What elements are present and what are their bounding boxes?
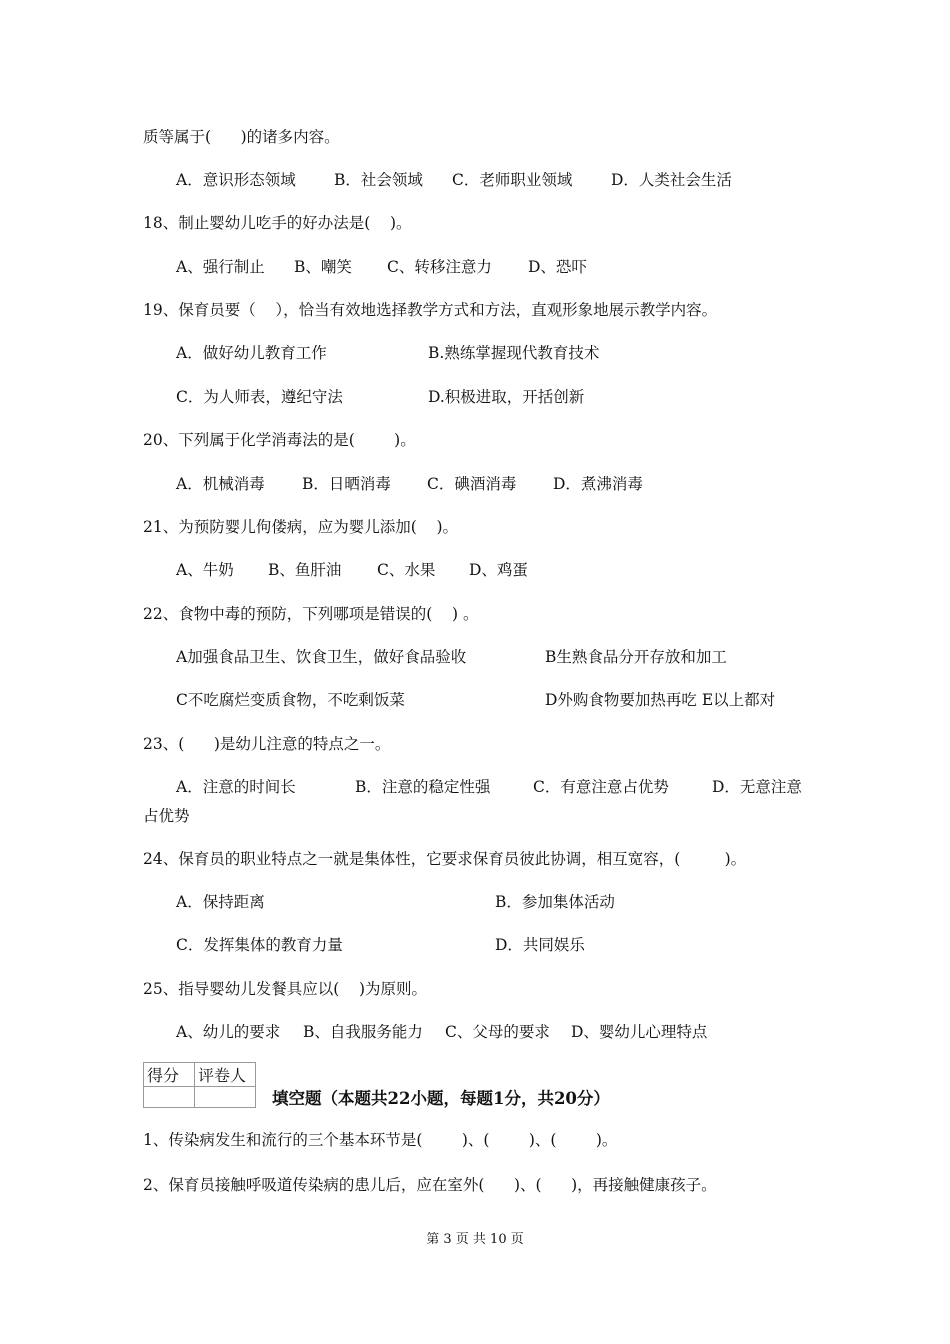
question-stem: 19、保育员要（ ），恰当有效地选择教学方式和方法，直观形象地展示教学内容。: [143, 301, 718, 319]
question-stem: 18、制止婴幼儿吃手的好办法是( )。: [143, 214, 412, 232]
option-a: A．意识形态领域: [176, 171, 296, 189]
option-d: D、恐吓: [528, 258, 587, 276]
section-title: 填空题（本题共22小题，每题1分，共20分）: [272, 1089, 610, 1108]
question-stem: 20、下列属于化学消毒法的是( )。: [143, 431, 416, 449]
option-b: B．注意的稳定性强: [355, 778, 491, 796]
score-label: 得分: [144, 1063, 195, 1087]
option-c: C不吃腐烂变质食物，不吃剩饭菜: [176, 691, 405, 709]
option-d: D．煮沸消毒: [553, 475, 643, 493]
option-a: A、牛奶: [176, 561, 234, 579]
option-d: D、鸡蛋: [469, 561, 528, 579]
option-c: C、父母的要求: [445, 1023, 550, 1041]
option-c: C．碘酒消毒: [427, 475, 517, 493]
score-box: [143, 1062, 256, 1108]
option-c: C、转移注意力: [387, 258, 492, 276]
option-d: D．人类社会生活: [611, 171, 732, 189]
option-c: C．老师职业领域: [452, 171, 573, 189]
option-d: D、婴幼儿心理特点: [571, 1023, 708, 1041]
score-cell: [144, 1087, 195, 1108]
option-a: A．保持距离: [176, 893, 265, 911]
option-a: A加强食品卫生、饮食卫生，做好食品验收: [176, 648, 467, 666]
question-stem: 25、指导婴幼儿发餐具应以( )为原则。: [143, 980, 428, 998]
option-b: B、鱼肝油: [268, 561, 342, 579]
option-a: A．注意的时间长: [176, 778, 296, 796]
option-b: B生熟食品分开存放和加工: [545, 648, 727, 666]
question-stem: 22、食物中毒的预防，下列哪项是错误的( ) 。: [143, 605, 479, 623]
option-c: C．为人师表，遵纪守法: [176, 388, 343, 406]
option-a: A、强行制止: [176, 258, 265, 276]
fill-question: 2、保育员接触呼吸道传染病的患儿后，应在室外( )、( )，再接触健康孩子。: [143, 1176, 717, 1194]
option-b: B、嘲笑: [294, 258, 352, 276]
question-stem: 21、为预防婴儿佝偻病，应为婴儿添加( )。: [143, 518, 459, 536]
option-b: B.熟练掌握现代教育技术: [428, 344, 600, 362]
grader-label: 评卷人: [195, 1063, 256, 1087]
option-a: A．做好幼儿教育工作: [176, 344, 327, 362]
option-d: D.积极进取，开括创新: [428, 388, 585, 406]
option-a: A、幼儿的要求: [176, 1023, 281, 1041]
fill-question: 1、传染病发生和流行的三个基本环节是( )、( )、( )。: [143, 1131, 618, 1149]
option-b: B、自我服务能力: [303, 1023, 423, 1041]
option-c: C．发挥集体的教育力量: [176, 936, 343, 954]
option-d: D．无意注意: [712, 778, 802, 796]
option-c: C．有意注意占优势: [533, 778, 669, 796]
question-stem: 23、( )是幼儿注意的特点之一。: [143, 735, 391, 753]
option-b: B．社会领域: [334, 171, 423, 189]
option-c: C、水果: [377, 561, 436, 579]
option-d: D外购食物要加热再吃 E以上都对: [545, 691, 776, 709]
option-d: D．共同娱乐: [495, 936, 585, 954]
grader-cell: [195, 1087, 256, 1108]
option-b: B．参加集体活动: [495, 893, 615, 911]
question-stem: 质等属于( )的诸多内容。: [143, 128, 340, 146]
question-stem: 24、保育员的职业特点之一就是集体性，它要求保育员彼此协调，相互宽容，( )。: [143, 850, 747, 868]
option-d-continued: 占优势: [143, 807, 190, 825]
page-number: 第 3 页 共 10 页: [426, 1232, 524, 1247]
option-b: B．日晒消毒: [302, 475, 391, 493]
option-a: A．机械消毒: [176, 475, 265, 493]
